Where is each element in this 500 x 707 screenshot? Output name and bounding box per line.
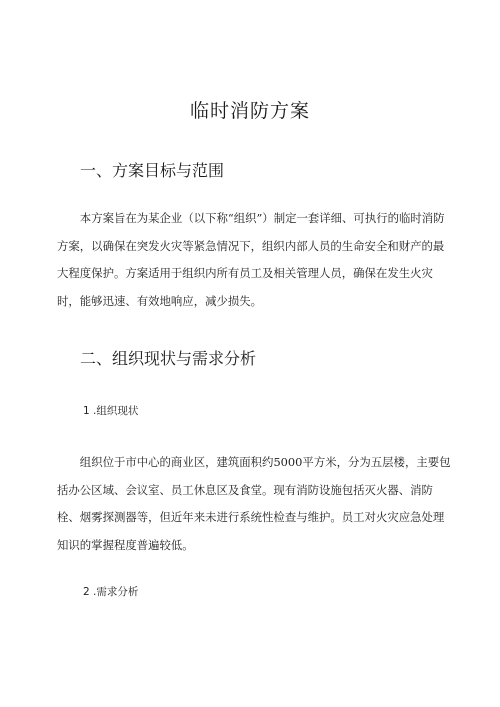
document-title: 临时消防方案 [189, 100, 310, 122]
section-heading-analysis: 二、组织现状与需求分析 [80, 349, 257, 368]
subsection-heading-needs: 2 .需求分析 [83, 586, 139, 598]
section-heading-goals: 一、方案目标与范围 [80, 161, 225, 180]
section-paragraph-goals: 本方案旨在为某企业（以下称“组织”）制定一套详细、可执行的临时消防方案，以确保在突发火灾等紧急情况下，组织内部人员的生命安全和财产的最大程度保护。方案适用于组织内所有员工及相关管理人员，确保在发生火灾时，能够迅速、有效地响应，减少损失。 [57, 211, 445, 308]
subsection-paragraph-status: 组织位于市中心的商业区，建筑面积约5000平方米，分为五层楼，主要包括办公区域、会议室、员工休息区及食堂。现有消防设施包括灭火器、消防栓、烟雾探测器等，但近年来未进行系统性检查与维护。员工对火灾应急处理知识的掌握程度普遍较低。 [57, 455, 451, 552]
subsection-heading-status: 1 .组织现状 [83, 405, 139, 417]
